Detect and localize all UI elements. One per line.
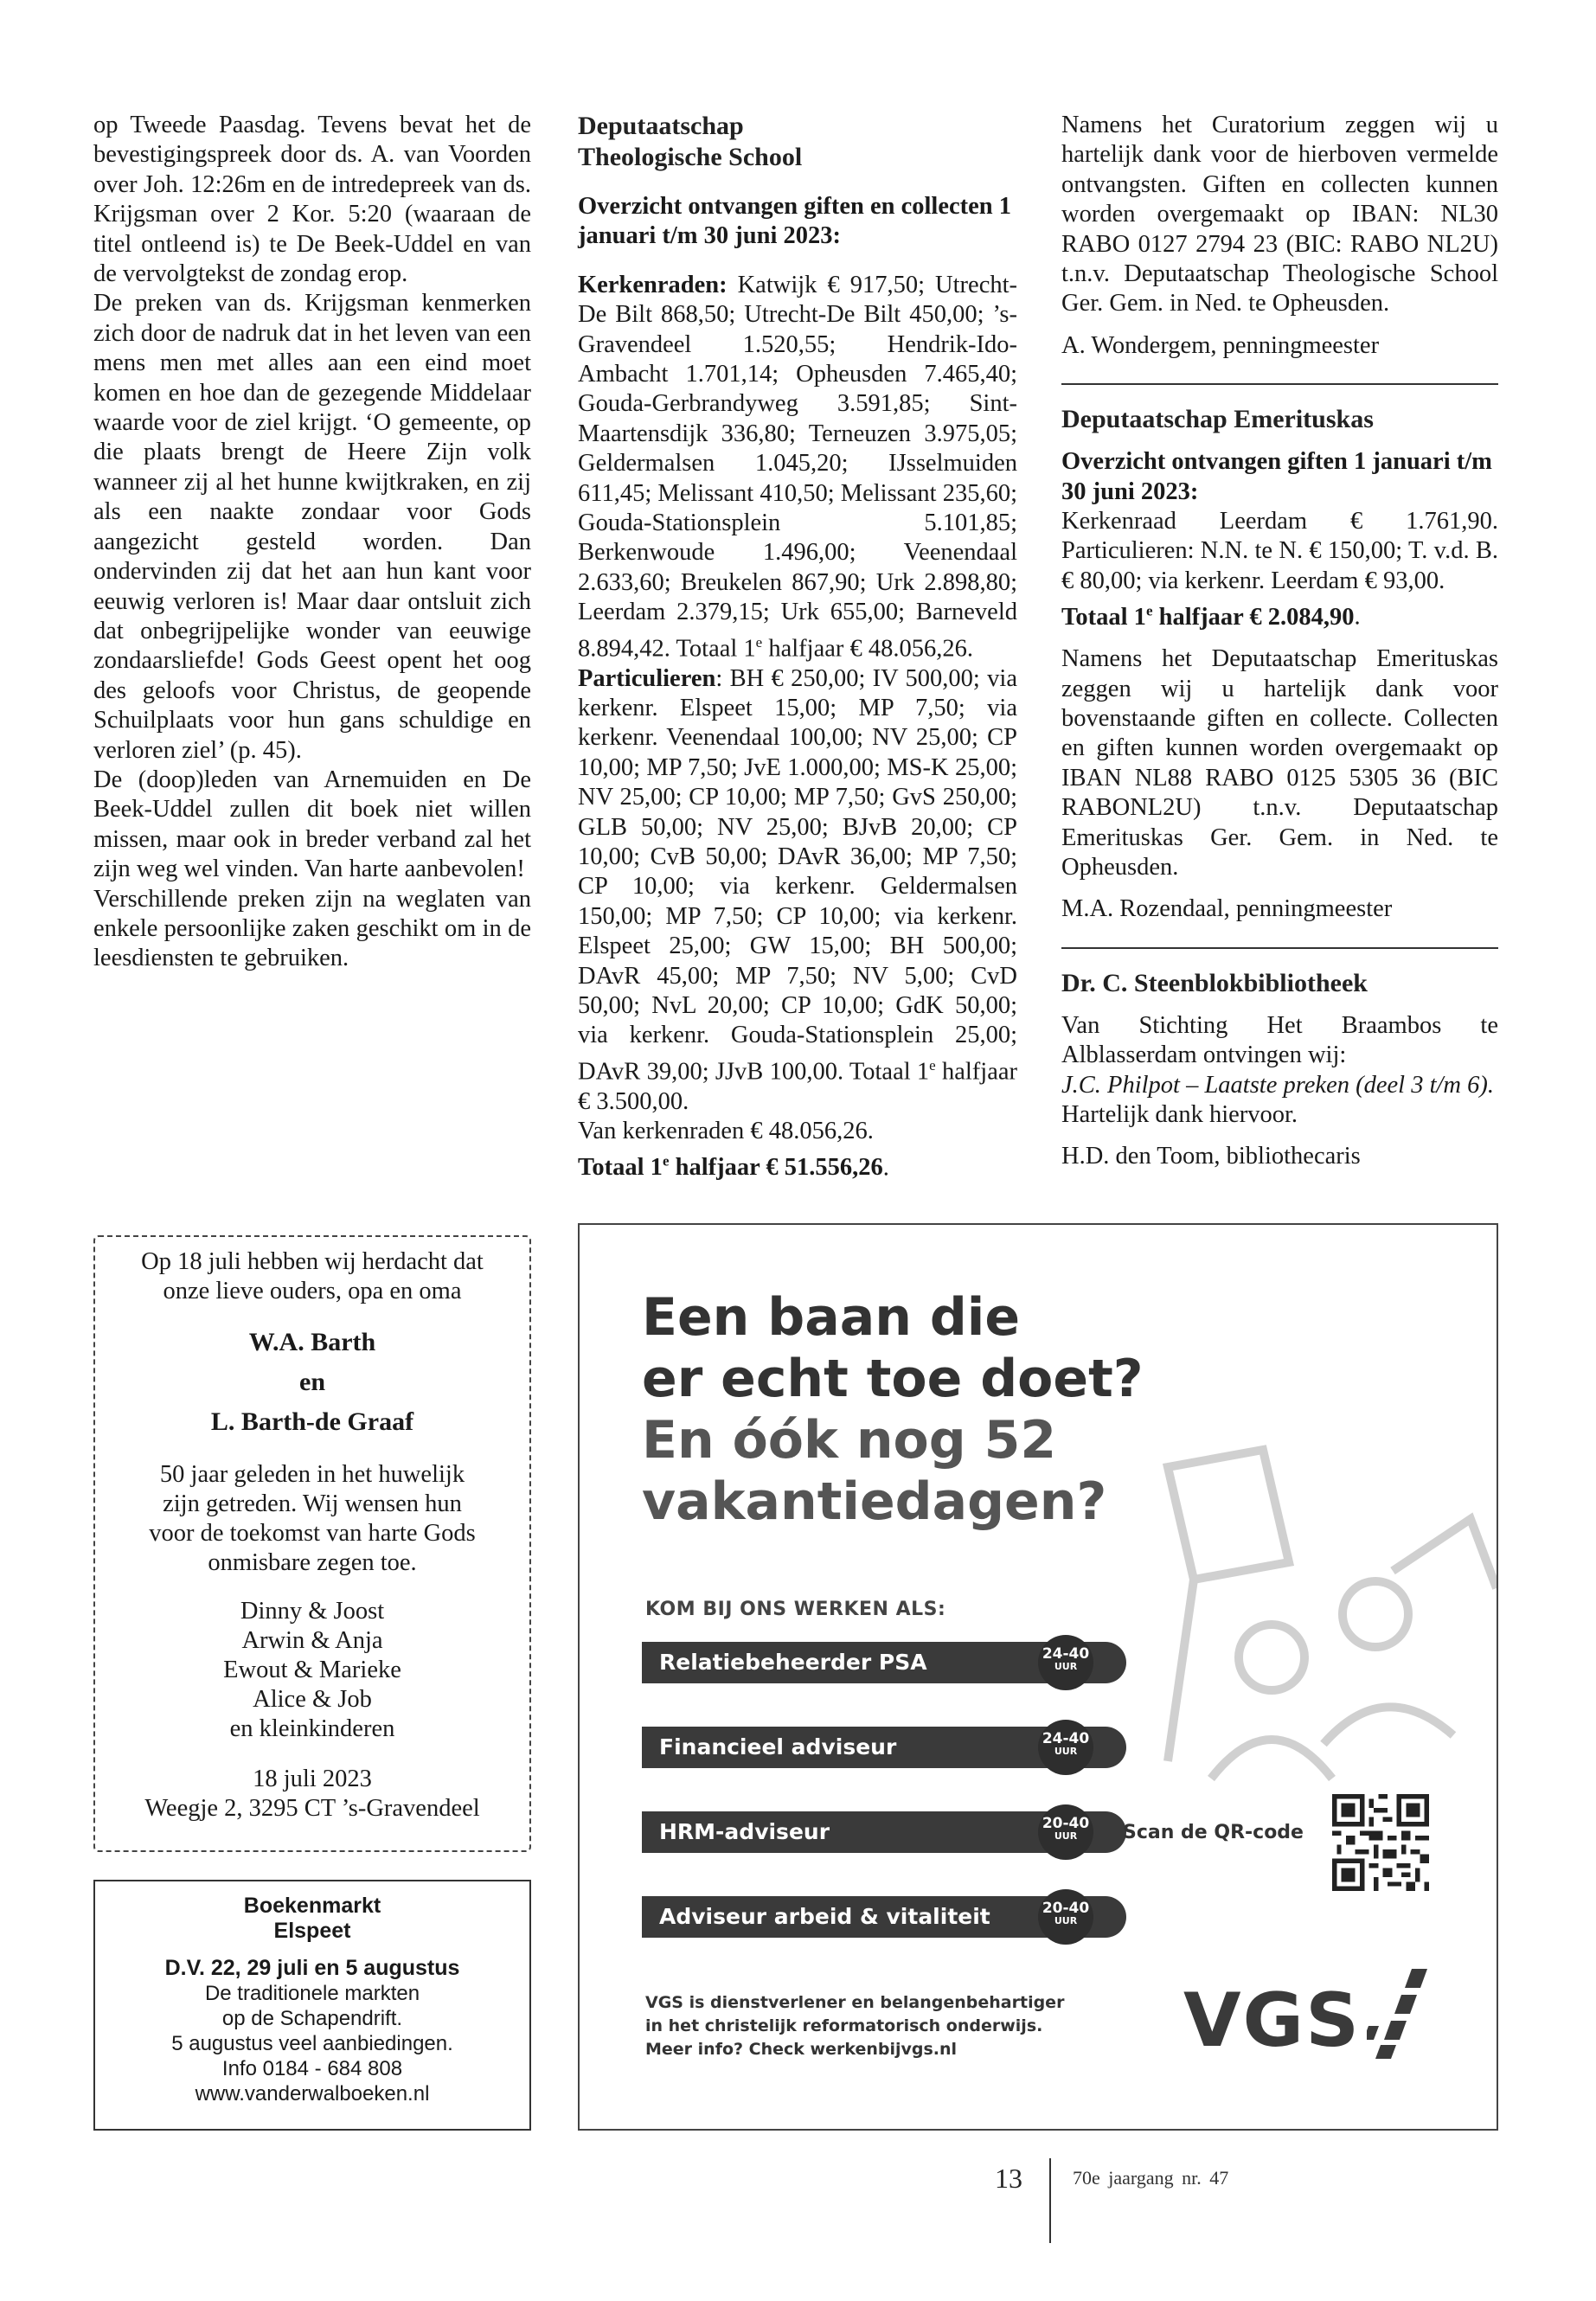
bookmarket-box <box>93 1880 531 2131</box>
anniv-kid: Arwin & Anja <box>241 1627 383 1654</box>
ad-headline-2: er echt toe doet? <box>642 1349 1144 1409</box>
particulieren-label: Particulieren <box>578 664 716 692</box>
grand-total <box>578 1147 1017 1183</box>
emerituskas-thanks: Namens het Deputaatschap Emerituskas zeggen wij u hartelijk dank voor bovenstaande giften en collecte. Collecten en giften kunnen worden overgemaakt op IBAN NL88 RABO 0125 5305 36 (BIC RABONL2U) t.n.v. Deputaatschap Emerituskas Ger. Gem. in Ned. te Opheusden. <box>1061 645 1498 881</box>
van-kerkenraden: Van kerkenraden € 48.056,26. <box>578 1118 874 1145</box>
vgs-logo-mark-icon <box>1367 1969 1436 2064</box>
hours-unit: UUR <box>1054 1661 1078 1672</box>
job-hours-badge <box>1038 1889 1093 1945</box>
hours-unit: UUR <box>1054 1746 1078 1757</box>
vgs-advertisement <box>578 1223 1498 2131</box>
em-total-dot: . <box>1354 603 1361 631</box>
theol-title <box>578 111 1017 173</box>
emerituskas-overview: Overzicht ontvangen giften 1 januari t/m 30 juni 2023: <box>1061 448 1492 505</box>
bookmarket-info: Info 0184 - 684 808 <box>221 2057 403 2080</box>
anniv-kid: Ewout & Marieke <box>223 1657 401 1683</box>
bookmarket-title2: Elspeet <box>273 1919 351 1943</box>
anniv-kid: en kleinkinderen <box>229 1715 395 1742</box>
anniv-msg2: zijn getreden. Wij wensen hun <box>163 1490 462 1517</box>
bookmarket-line3: 5 augustus veel aanbiedingen. <box>171 2032 453 2055</box>
col1-paragraph-2: De preken van ds. Krijgsman kenmerken zich door de nadruk dat in het leven van een mens men met alles aan een eind moet komen en hoe dan de gezegende Middelaar waarde voor de ziel krijgt. ‘O gemeente, op die plaats brengt de Heere Zijn volk wanneer zij al het hunne kwijtkraken, en zij als een naakte zondaar voor Gods aangezicht gesteld worden. Dan ondervinden zij dat het aan hun kant voor eeuwig verloren is! Maar daar ontsluit zich dat onbegrijpelijke wonder van eeuwige zondaarsliefde! Gods Geest opent het oog des geloofs voor Christus, de geopende Schuilplaats voor hun gans schuldige en verloren ziel’ (p. 45). <box>93 290 531 764</box>
anniv-msg4: onmisbare zegen toe. <box>208 1549 417 1576</box>
job-hours-badge <box>1038 1635 1093 1690</box>
job-hrm-adviseur[interactable]: HRM-adviseur <box>642 1811 1126 1853</box>
anniv-name2: L. Barth-de Graaf <box>210 1407 414 1436</box>
ad-footer-text <box>645 1991 1164 2061</box>
page-number: 13 <box>995 2163 1022 2194</box>
ad-subheading: KOM BIJ ONS WERKEN ALS: <box>645 1599 946 1620</box>
column-1 <box>93 111 531 974</box>
library-book-title: J.C. Philpot – Laatste preken (deel 3 t/m 6). <box>1061 1071 1494 1099</box>
bookmarket-url[interactable]: www.vanderwalboeken.nl <box>195 2082 430 2106</box>
anniv-name1: W.A. Barth <box>248 1328 376 1356</box>
column-3 <box>1061 111 1498 1172</box>
library-book <box>1061 1071 1498 1100</box>
signature-rozendaal: M.A. Rozendaal, penningmeester <box>1061 895 1393 923</box>
ad-headline-3: En óók nog 52 <box>642 1410 1057 1471</box>
hours-unit: UUR <box>1054 1830 1078 1842</box>
em-total-sup: e <box>1145 602 1153 619</box>
hours-value: 20-40 <box>1042 1815 1090 1832</box>
emerituskas-total <box>1061 596 1498 632</box>
divider <box>1061 383 1498 385</box>
anniv-kid: Dinny & Joost <box>240 1598 385 1625</box>
anniv-date: 18 juli 2023 <box>253 1766 372 1792</box>
hours-value: 24-40 <box>1042 1730 1090 1747</box>
qr-code-icon[interactable] <box>1332 1794 1429 1891</box>
col1-paragraph-4: Verschillende preken zijn na weglaten van enkele persoonlijke zaken geschikt om in de leesdiensten te gebruiken. <box>93 885 531 972</box>
divider <box>1061 947 1498 949</box>
bookmarket-title1: Boekenmarkt <box>243 1894 381 1918</box>
particulieren-total: halfjaar € 3.500,00. <box>578 1058 1017 1115</box>
hours-unit: UUR <box>1054 1915 1078 1926</box>
anniv-line2: onze lieve ouders, opa en oma <box>163 1278 462 1304</box>
grand-total-a: Totaal 1 <box>578 1154 663 1182</box>
job-adviseur-arbeid[interactable]: Adviseur arbeid & vitaliteit <box>642 1896 1126 1938</box>
anniv-msg1: 50 jaar geleden in het huwelijk <box>159 1461 465 1488</box>
ad-footer-line3[interactable]: Meer info? Check werkenbijvgs.nl <box>645 2040 958 2059</box>
kerkenraden-sup: e <box>755 633 763 651</box>
footer-divider <box>1049 2158 1051 2243</box>
grand-total-sup: e <box>662 1152 670 1170</box>
grand-total-dot: . <box>882 1154 889 1182</box>
anniv-address: Weegje 2, 3295 CT ’s-Gravendeel <box>144 1795 480 1822</box>
signature-dentoom: H.D. den Toom, bibliothecaris <box>1061 1143 1361 1170</box>
signature-wondergem: A. Wondergem, penningmeester <box>1061 331 1380 359</box>
job-financieel-adviseur[interactable]: Financieel adviseur <box>642 1727 1126 1768</box>
ad-headline-4: vakantiedagen? <box>642 1471 1107 1532</box>
anniv-line1: Op 18 juli hebben wij herdacht dat <box>141 1248 484 1275</box>
bookmarket-line1: De traditionele markten <box>204 1982 420 2005</box>
column-2 <box>578 111 1017 1183</box>
scan-qr-label: Scan de QR-code <box>1123 1822 1304 1843</box>
job-hours-badge <box>1038 1720 1093 1775</box>
vgs-logo: VGS <box>1183 1977 1362 2064</box>
col1-paragraph-3: De (doop)leden van Arnemuiden en De Beek-Uddel zullen dit boek niet willen missen, maar ook in breder verband zal het zijn weg wel vinden. Van harte aanbevolen! <box>93 766 531 883</box>
hours-value: 20-40 <box>1042 1900 1090 1917</box>
job-relatiebeheerder[interactable]: Relatiebeheerder PSA <box>642 1642 1126 1683</box>
kerkenraden-paragraph <box>578 271 1017 664</box>
emerituskas-text: Kerkenraad Leerdam € 1.761,90. Particulieren: N.N. te N. € 150,00; T. v.d. B. € 80,00; via kerkenr. Leerdam € 93,00. <box>1061 508 1498 594</box>
ad-footer-line1: VGS is dienstverlener en belangenbehartiger <box>645 1993 1065 2012</box>
kerkenraden-label: Kerkenraden: <box>578 271 727 298</box>
issue-label: 70e jaargang nr. 47 <box>1073 2167 1229 2189</box>
theol-overview: Overzicht ontvangen giften en collecten 1 januari t/m 30 juni 2023: <box>578 193 1012 250</box>
particulieren-text: : BH € 250,00; IV 500,00; via kerkenr. Elspeet 15,00; MP 7,50; via kerkenr. Veenendaal 100,00; NV 25,00; CP 10,00; MP 7,50; JvE 1.000,00; MS-K 25,00; NV 25,00; CP 10,00; MP 7,50; GvS 250,00; GLB 50,00; NV 25,00; BJvB 20,00; CP 10,00; CvB 50,00; DAvR 36,00; MP 7,50; CP 10,00; via kerkenr. Geldermalsen 150,00; MP 7,50; CP 10,00; via kerkenr. Elspeet 25,00; GW 15,00; BH 500,00; DAvR 45,00; MP 7,50; NV 5,00; CvD 50,00; NvL 20,00; CP 10,00; GdK 50,00; via kerkenr. Gouda-Stationsplein 25,00; DAvR 39,00; JJvB 100,00. Totaal 1 <box>578 664 1017 1086</box>
kerkenraden-text: Katwijk € 917,50; Utrecht-De Bilt 868,50; Utrecht-De Bilt 450,00; ’s-Gravendeel 1.520,55; Hendrik-Ido-Ambacht 1.701,14; Opheusden 7.465,40; Gouda-Gerbrandyweg 3.591,85; Sint-Maartensdijk 336,80; Terneuzen 3.975,05; Geldermalsen 1.045,20; IJsselmuiden 611,45; Melissant 410,50; Melissant 235,60; Gouda-Stationsplein 5.101,85; Berkenwoude 1.496,00; Veenendaal 2.633,60; Breukelen 867,90; Urk 2.898,80; Leerdam 2.379,15; Urk 655,00; Barneveld 8.894,42. Totaal 1 <box>578 271 1017 663</box>
ad-footer-line2: in het christelijk reformatorisch onderwijs. <box>645 2016 1043 2035</box>
curatorium-thanks: Namens het Curatorium zeggen wij u hartelijk dank voor de hierboven vermelde ontvangsten. Giften en collecten kunnen worden overgemaakt op IBAN: NL30 RABO 0127 2794 23 (BIC: RABO NL2U) t.n.v. Deputaatschap Theologische School Ger. Gem. in Ned. te Opheusden. <box>1061 112 1498 317</box>
theol-title-line1: Deputaatschap <box>578 112 744 140</box>
anniv-kid: Alice & Job <box>253 1686 372 1713</box>
bookmarket-dates: D.V. 22, 29 juli en 5 augustus <box>164 1956 460 1980</box>
library-title: Dr. C. Steenblokbibliotheek <box>1061 968 1368 997</box>
library-thanks: Hartelijk dank hiervoor. <box>1061 1101 1298 1129</box>
anniv-en: en <box>299 1368 325 1396</box>
anniversary-announcement <box>93 1235 531 1852</box>
bookmarket-line2: op de Schapendrift. <box>221 2007 403 2030</box>
anniv-msg3: voor de toekomst van harte Gods <box>149 1520 476 1547</box>
ad-headline <box>642 1287 1247 1533</box>
ad-headline-1: Een baan die <box>642 1287 1021 1348</box>
library-text: Van Stichting Het Braambos te Alblasserdam ontvingen wij: <box>1061 1011 1498 1069</box>
particulieren-paragraph <box>578 664 1017 1118</box>
emerituskas-title: Deputaatschap Emerituskas <box>1061 405 1374 434</box>
hours-value: 24-40 <box>1042 1645 1090 1663</box>
theol-title-line2: Theologische School <box>578 143 803 171</box>
em-total-a: Totaal 1 <box>1061 603 1146 631</box>
kerkenraden-total: halfjaar € 48.056,26. <box>762 635 973 663</box>
particulieren-sup: e <box>929 1056 936 1074</box>
em-total-b: halfjaar € 2.084,90 <box>1152 603 1355 631</box>
grand-total-b: halfjaar € 51.556,26 <box>669 1154 883 1182</box>
col1-paragraph-1: op Tweede Paasdag. Tevens bevat het de bevestigingspreek door ds. A. van Voorden over Joh. 12:26m en de intredepreek van ds. Krijgsman over 2 Kor. 5:20 (waaraan de titel ontleend is) te De Beek-Uddel en van de vervolgtekst de zondag erop. <box>93 112 531 288</box>
job-hours-badge <box>1038 1804 1093 1860</box>
